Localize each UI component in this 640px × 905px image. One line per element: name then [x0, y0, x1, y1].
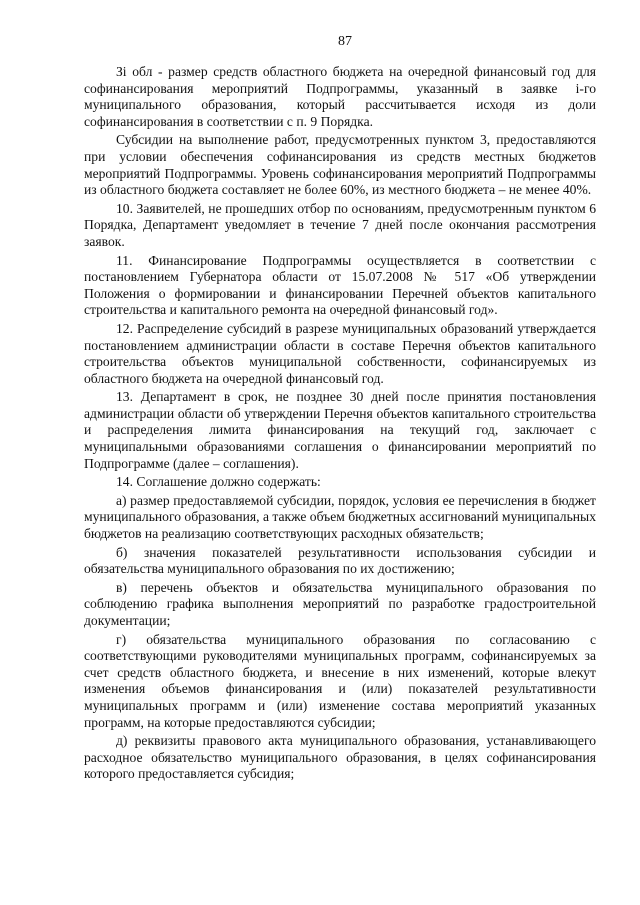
paragraph-11: 11. Финансирование Подпрограммы осуществляется в соответствии с постановлением Губернатора области от 15.07.2008 № 517 «Об утверждении Положения о формировании и финансировании Перечней объектов капитального строительства и капитального ремонта на очередной финансовый год».: [84, 252, 596, 318]
list-item-a: а) размер предоставляемой субсидии, порядок, условия ее перечисления в бюджет муниципального образования, а также объем бюджетных ассигнований муниципальных бюджетов на реализацию соответствующих расходных обязательств;: [84, 492, 596, 542]
document-body: [84, 64, 596, 783]
list-item-b: б) значения показателей результативности использования субсидии и обязательства муниципального образования по их достижению;: [84, 544, 596, 577]
paragraph-subsidy-conditions: Субсидии на выполнение работ, предусмотренных пунктом 3, предоставляются при условии обеспечения софинансирования из средств местных бюджетов мероприятий Подпрограммы. Уровень софинансирования мероприятий Подпрограммы из областного бюджета составляет не более 60%, из местного бюджета – не менее 40%.: [84, 132, 596, 198]
paragraph-10: 10. Заявителей, не прошедших отбор по основаниям, предусмотренным пунктом 6 Порядка, Департамент уведомляет в течение 7 дней после окончания рассмотрения заявок.: [84, 200, 596, 249]
page-number: 87: [338, 34, 352, 49]
list-item-g: г) обязательства муниципального образования по согласованию с соответствующими руководителями муниципальных программ, софинансируемых за счет средств областного бюджета, и внесение в них изменений, которые влекут изменения объемов финансирования и (или) показателей результативности муниципальных программ и (или) изменение состава мероприятий указанных программ, на которые предоставляются субсидии;: [84, 631, 596, 730]
paragraph-13: 13. Департамент в срок, не позднее 30 дней после принятия постановления администрации области об утверждении Перечня объектов капитального строительства и распределения лимита финансирования на текущий год, заключает с муниципальными образованиями соглашения о финансировании мероприятий по Подпрограмме (далее – соглашения).: [84, 389, 596, 471]
list-item-d: д) реквизиты правового акта муниципального образования, устанавливающего расходное обязательство муниципального образования, в целях софинансирования которого предоставляется субсидия;: [84, 733, 596, 782]
paragraph-formula-definition: Зi обл - размер средств областного бюджета на очередной финансовый год для софинансирования мероприятий Подпрограммы, указанный в заявке i-го муниципального образования, который рассчитывается исходя из доли софинансирования в соответствии с п. 9 Порядка.: [84, 64, 596, 129]
paragraph-12: 12. Распределение субсидий в разрезе муниципальных образований утверждается постановлением администрации области в составе Перечня объектов капитального строительства объектов муниципальной собственности, софинансируемых из областного бюджета на очередной финансовый год.: [84, 320, 596, 386]
paragraph-14: 14. Соглашение должно содержать:: [116, 474, 321, 490]
list-item-v: в) перечень объектов и обязательства муниципального образования по соблюдению графика выполнения мероприятий по разработке градостроительной документации;: [84, 579, 596, 628]
